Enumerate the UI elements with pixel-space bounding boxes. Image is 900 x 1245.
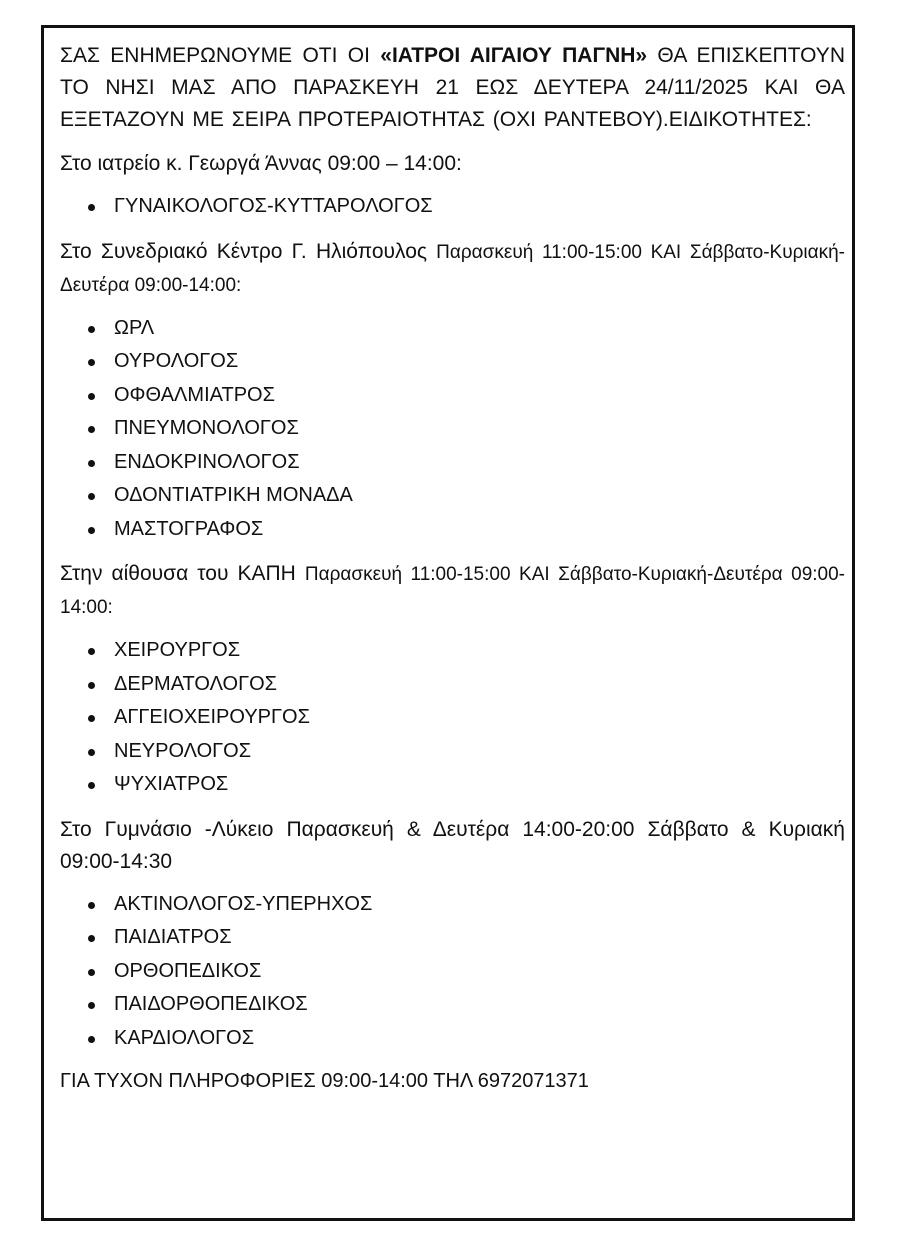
location-name: Στο Γυμνάσιο -Λύκειο Παρασκευή & Δευτέρα 14:00-20:00 Σάββατο & Κυριακή 09:00-14:30 <box>60 817 845 873</box>
specialty-item: ΟΥΡΟΛΟΓΟΣ <box>88 345 845 379</box>
location-heading <box>60 236 845 302</box>
specialty-item: ΝΕΥΡΟΛΟΓΟΣ <box>88 735 845 769</box>
location-hours: Παρασκευή 11:00-15:00 ΚΑΙ Σάββατο-Κυριακή-Δευτέρα 09:00-14:00: <box>60 564 845 618</box>
specialty-item: ΟΦΘΑΛΜΙΑΤΡΟΣ <box>88 379 845 413</box>
specialty-item: ΩΡΛ <box>88 312 845 346</box>
specialty-list <box>60 312 845 547</box>
specialty-item: ΑΚΤΙΝΟΛΟΓΟΣ-ΥΠΕΡΗΧΟΣ <box>88 888 845 922</box>
specialty-item: ΜΑΣΤΟΓΡΑΦΟΣ <box>88 513 845 547</box>
location-name: Στο ιατρείο κ. Γεωργά Άννας 09:00 – 14:00: <box>60 152 462 175</box>
specialty-item: ΠΑΙΔΙΑΤΡΟΣ <box>88 921 845 955</box>
location-heading <box>60 814 845 878</box>
location-hours: Παρασκευή 11:00-15:00 ΚΑΙ Σάββατο-Κυριακή-Δευτέρα 09:00-14:00: <box>60 241 845 296</box>
specialty-item: ΑΓΓΕΙΟΧΕΙΡΟΥΡΓΟΣ <box>88 701 845 735</box>
doctors-group-name: «ΙΑΤΡΟΙ ΑΙΓΑΙΟΥ ΠΑΓΝΗ» <box>380 44 648 67</box>
specialty-item: ΨΥΧΙΑΤΡΟΣ <box>88 768 845 802</box>
intro-text-end: ΘΑ ΕΠΙΣΚΕΠΤΟΥΝ ΤΟ ΝΗΣΙ ΜΑΣ ΑΠΟ ΠΑΡΑΣΚΕΥΗ 21 ΕΩΣ ΔΕΥΤΕΡΑ 24/11/2025 ΚΑΙ ΘΑ ΕΞΕΤΑΖΟΥΝ ΜΕ ΣΕΙΡΑ ΠΡΟΤΕΡΑΙΟΤΗΤΑΣ (ΟΧΙ ΡΑΝΤΕΒΟΥ).ΕΙΔΙΚΟΤΗΤΕΣ: <box>60 44 845 131</box>
specialty-item: ΚΑΡΔΙΟΛΟΓΟΣ <box>88 1022 845 1056</box>
location-heading <box>60 148 845 180</box>
specialty-item: ΧΕΙΡΟΥΡΓΟΣ <box>88 634 845 668</box>
location-name: Στο Συνεδριακό Κέντρο Γ. Ηλιόπουλος <box>60 239 437 263</box>
specialty-item: ΟΔΟΝΤΙΑΤΡΙΚΗ ΜΟΝΑΔΑ <box>88 479 845 513</box>
intro-text-start: ΣΑΣ ΕΝΗΜΕΡΩΝΟΥΜΕ ΟΤΙ ΟΙ <box>60 44 381 67</box>
intro-paragraph <box>60 40 845 136</box>
specialty-item: ΠΝΕΥΜΟΝΟΛΟΓΟΣ <box>88 412 845 446</box>
specialty-list <box>60 634 845 802</box>
specialty-item: ΠΑΙΔΟΡΘΟΠΕΔΙΚΟΣ <box>88 988 845 1022</box>
location-heading <box>60 558 845 624</box>
specialty-item: ΕΝΔΟΚΡΙΝΟΛΟΓΟΣ <box>88 446 845 480</box>
notice-body <box>60 40 845 1117</box>
specialty-item: ΓΥΝΑΙΚΟΛΟΓΟΣ-ΚΥΤΤΑΡΟΛΟΓΟΣ <box>88 190 845 224</box>
location-name: Στην αίθουσα του ΚΑΠΗ <box>60 562 305 585</box>
contact-info: ΓΙΑ ΤΥΧΟΝ ΠΛΗΡΟΦΟΡΙΕΣ 09:00-14:00 ΤΗΛ 6972071371 <box>60 1070 589 1092</box>
specialty-list <box>60 190 845 224</box>
specialty-item: ΟΡΘΟΠΕΔΙΚΟΣ <box>88 955 845 989</box>
specialty-item: ΔΕΡΜΑΤΟΛΟΓΟΣ <box>88 668 845 702</box>
specialty-list <box>60 888 845 1056</box>
